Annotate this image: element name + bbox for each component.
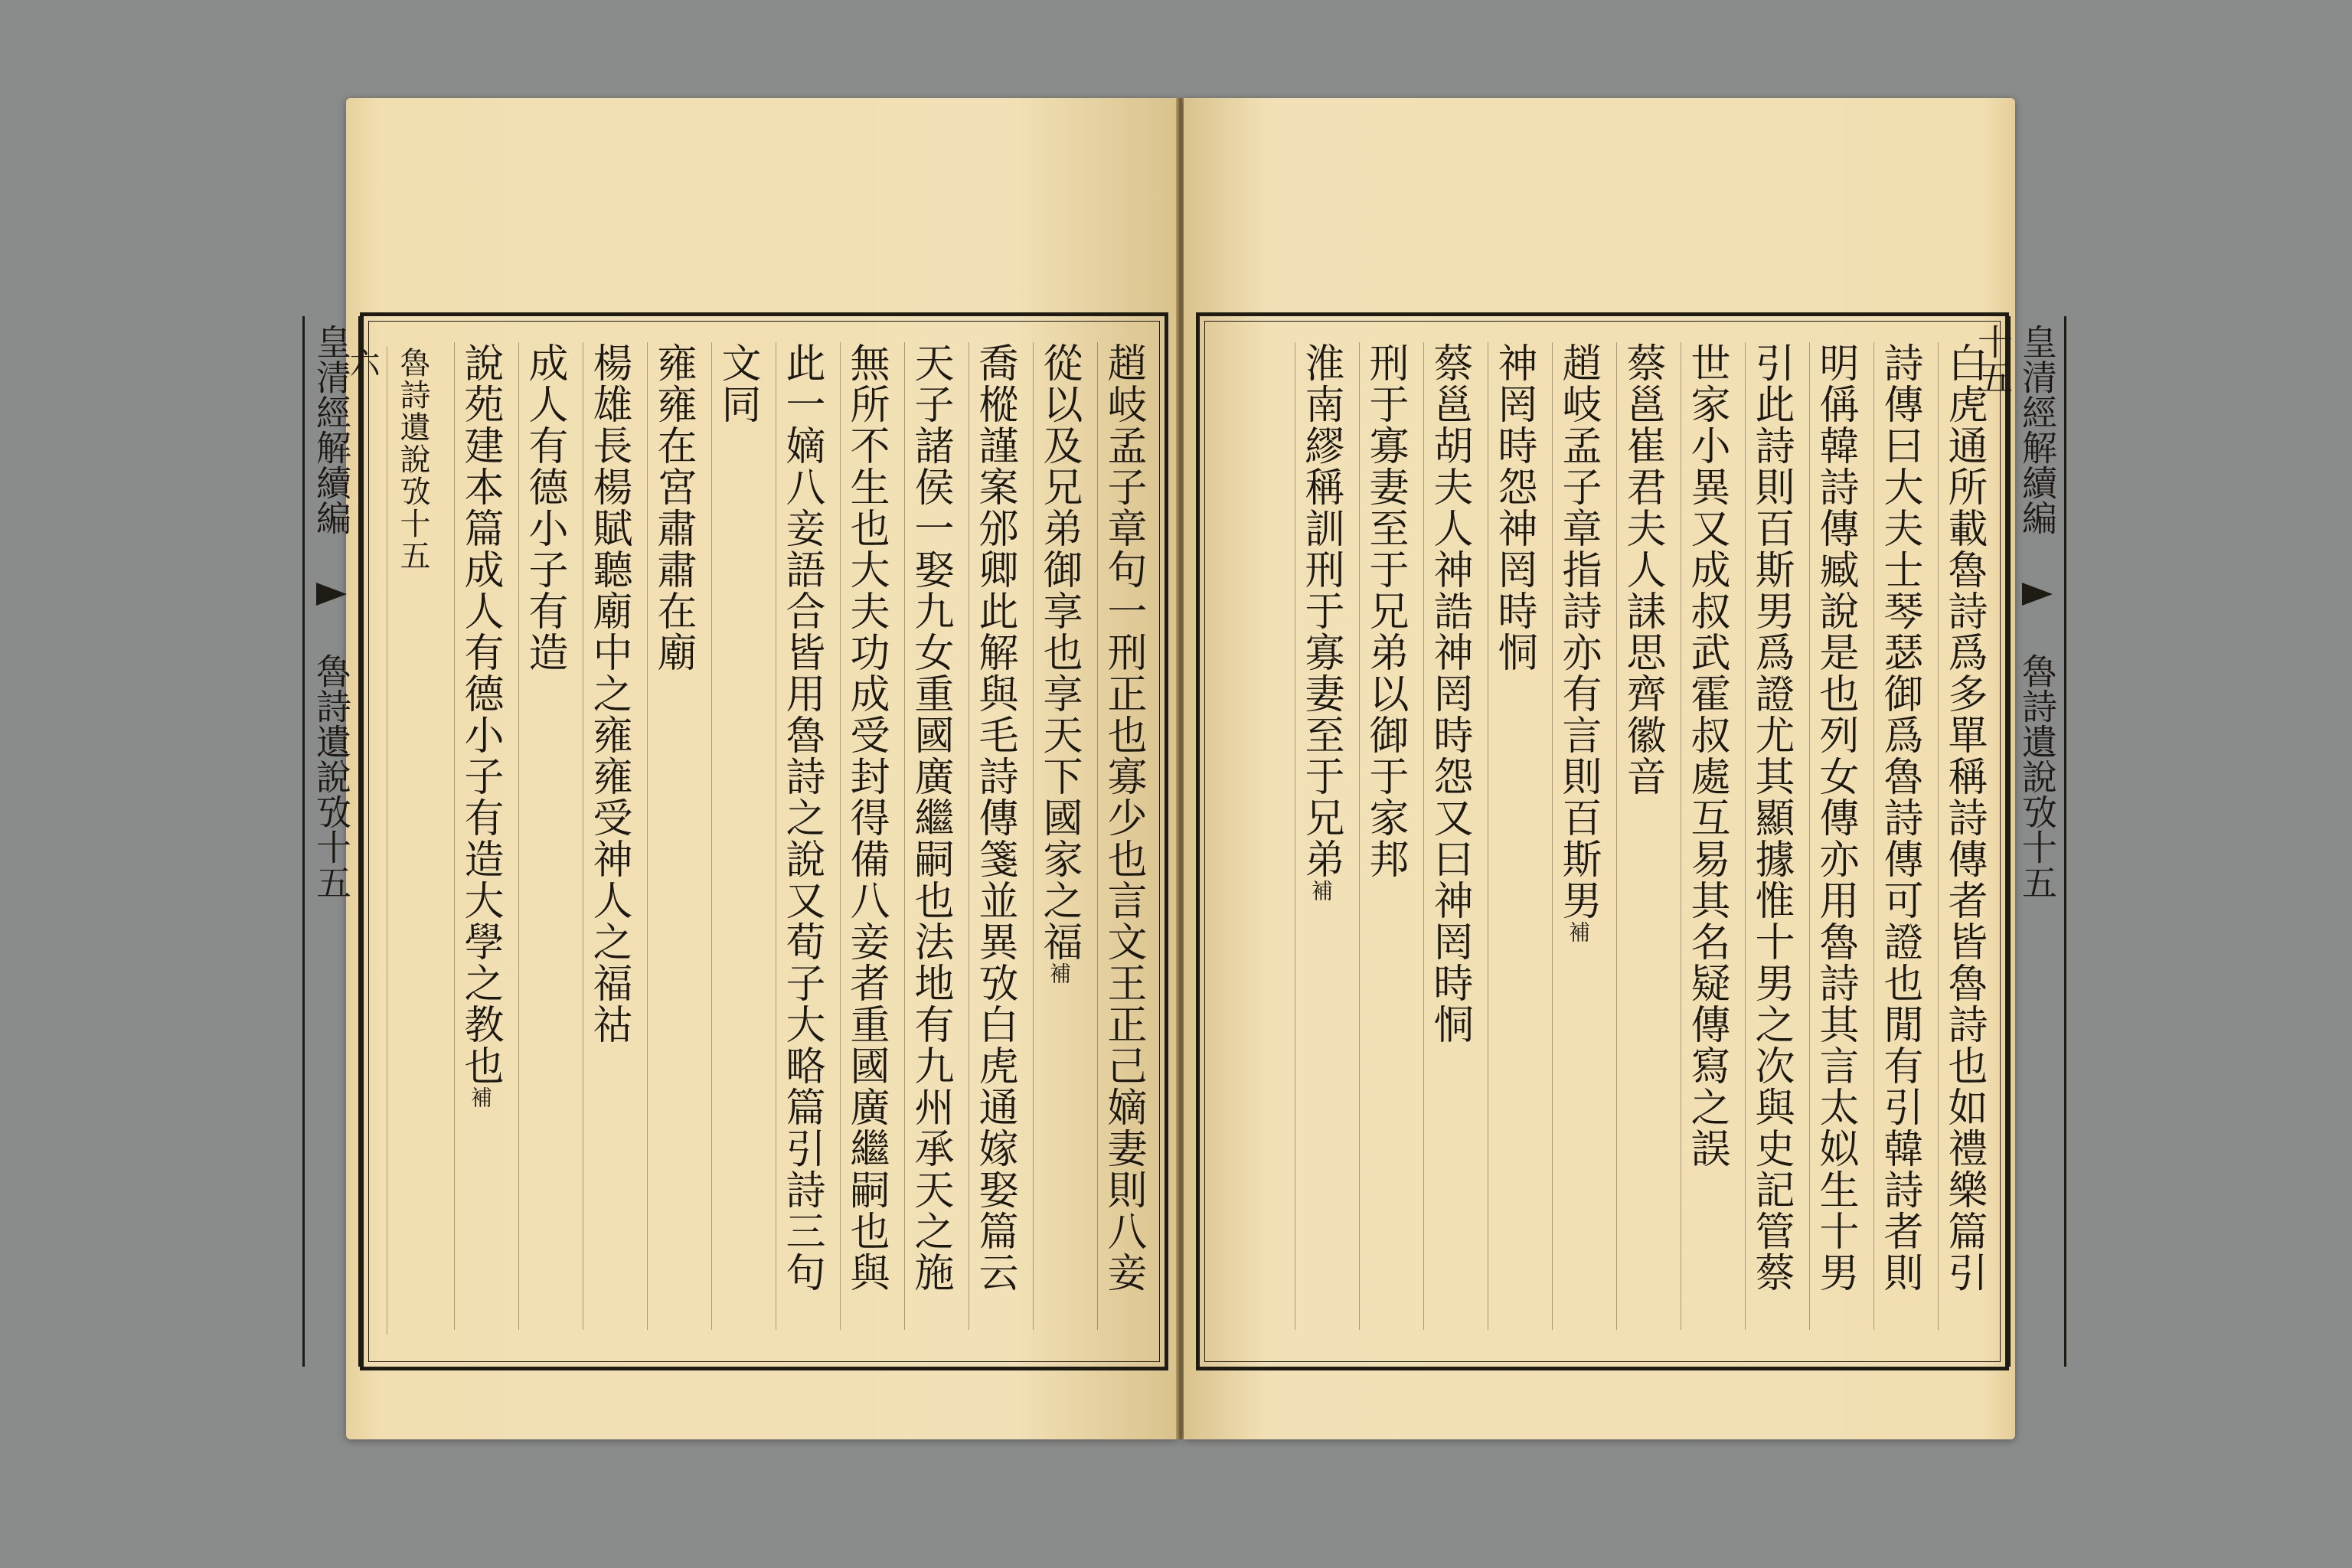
fish-tail-mark [2022,583,2053,606]
open-book [311,98,2058,1439]
text-column: 蔡邕崔君夫人誄思齊徽音 [1616,342,1668,1330]
right-text-frame [1196,312,2058,1370]
text-column: 楊雄長楊賦聽廟中之雍雍受神人之福祜 [583,342,634,1330]
text-column: 從以及兄弟御享也享天下國家之福補 [1033,342,1084,1330]
annotation: 補 [1566,921,1591,944]
text-column: 無所不生也大夫功成受封得備八妾者重國廣繼嗣也與 [840,342,891,1330]
text-column: 趙岐孟子章句一刑正也寡少也言文王正己嫡妻則八妾 [1097,342,1148,1330]
text-column: 詩傳曰大夫士琴瑟御爲魯詩傳可證也閒有引韓詩者則 [1873,342,1925,1330]
folio-column: 魯詩遺說攷十五 六 [387,347,438,1334]
text-column: 此一嫡八妾語合皆用魯詩之說又荀子大略篇引詩三句 [776,342,827,1330]
center-subtitle: 魯詩遺說攷十五 [311,653,352,900]
annotation: 補 [1047,962,1072,985]
text-column: 世家小異又成叔武霍叔處互易其名疑傳寫之誤 [1681,342,1732,1330]
right-center-title: 皇清經解續編 魯詩遺說攷十五 十五 [1972,324,2058,900]
folio-number: 十五 [1972,324,2014,394]
text-column: 蔡邕胡夫人神誥神罔時怨又曰神罔時恫 [1423,342,1475,1330]
text-column: 淮南繆稱訓刑于寡妻至于兄弟補 [1295,342,1346,1330]
text-column: 說苑建本篇成人有德小子有造大學之教也補 [454,342,505,1330]
text-column: 神罔時怨神罔時恫 [1488,342,1539,1330]
right-page [1184,98,2058,1439]
text-column: 趙岐孟子章指詩亦有言則百斯男補 [1552,342,1603,1330]
text-column: 刑于寡妻至于兄弟以御于家邦 [1359,342,1410,1330]
text-column: 白虎通所載魯詩爲多單稱詩傳者皆魯詩也如禮樂篇引 [1938,342,1989,1330]
center-title: 皇清經解續編 [311,324,352,535]
right-center-strip [1972,316,2066,1367]
text-column: 天子諸侯一娶九女重國廣繼嗣也法地有九州承天之施 [904,342,956,1330]
text-column: 引此詩則百斯男爲證尤其顯據惟十男之次與史記管蔡 [1745,342,1796,1330]
annotation: 補 [468,1086,493,1109]
annotation: 補 [1308,880,1334,903]
text-column: 文同 [711,342,763,1330]
text-column: 明偁韓詩傳臧說是也列女傳亦用魯詩其言太姒生十男 [1809,342,1860,1330]
text-column: 雍雍在宮肅肅在廟 [647,342,698,1330]
text-column: 喬樅謹案邠卿此解與毛詩傳箋並異攷白虎通嫁娶篇云 [969,342,1020,1330]
text-column: 成人有德小子有造 [518,342,570,1330]
left-text-frame [311,312,1168,1370]
left-page [311,98,1178,1439]
